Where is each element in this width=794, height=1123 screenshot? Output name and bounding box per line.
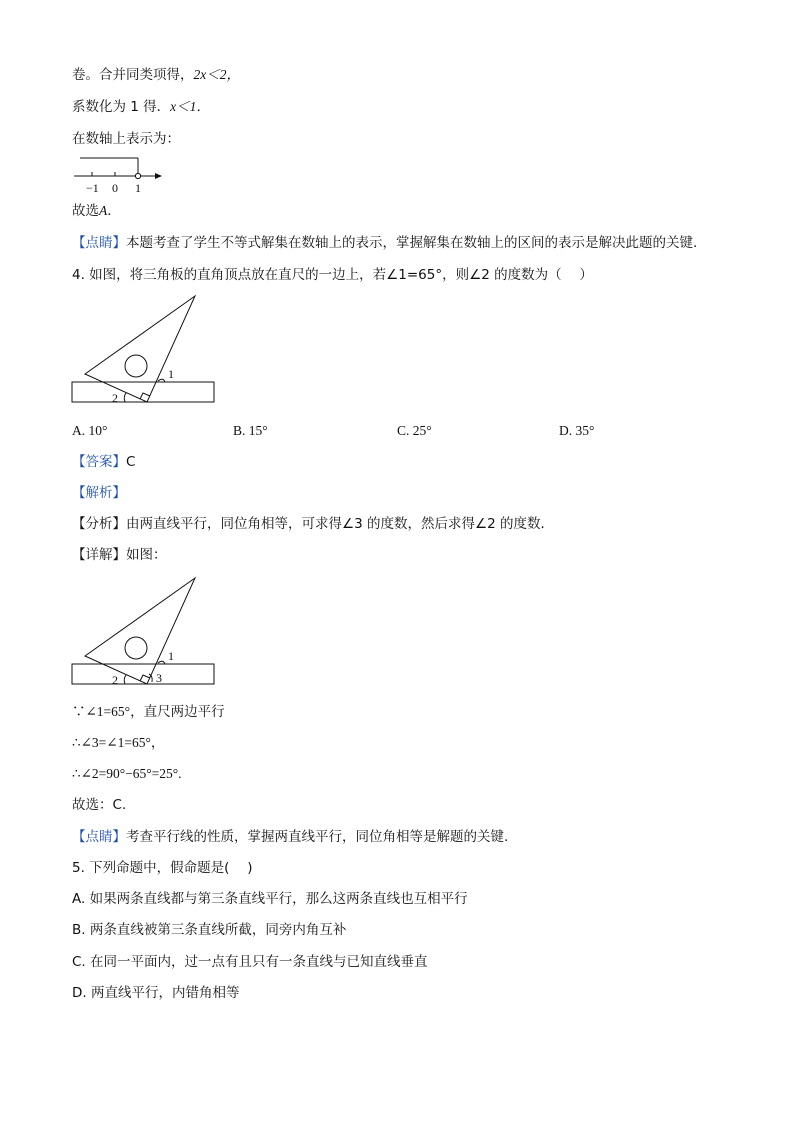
prev-choice-letter: A	[99, 203, 108, 218]
number-line-figure	[70, 152, 170, 196]
q4-fenxi-text: 由两直线平行，同位角相等，可求得∠3 的度数，然后求得∠2 的度数．	[126, 516, 554, 532]
q5-stem: 5. 下列命题中，假命题是( )	[72, 860, 253, 876]
q4-proof-line-1: ∵∠1=65°，直尺两边平行	[72, 704, 225, 719]
q4-option-c: C. 25°	[397, 423, 432, 438]
prev-comment	[72, 234, 697, 252]
q5-option-d: D. 两直线平行，内错角相等	[72, 985, 240, 1001]
angle-3-label: 3	[156, 671, 162, 685]
tick-label-0: 0	[112, 181, 118, 195]
triangle-hole	[125, 355, 147, 377]
triangle-board	[85, 296, 195, 402]
tick-label-1: 1	[135, 181, 141, 195]
prev-comment-tag: 【点睛】	[72, 235, 126, 251]
prev-comment-text: 本题考查了学生不等式解集在数轴上的表示，掌握解集在数轴上的区间的表示是解决此题的关键.	[126, 235, 698, 251]
q4-detail-text: 如图：	[126, 547, 167, 563]
angle-2-label: 2	[112, 391, 118, 405]
q5-option-c: C. 在同一平面内，过一点有且只有一条直线与已知直线垂直	[72, 954, 428, 970]
angle-2-label: 2	[112, 673, 118, 687]
q4-answer	[72, 453, 135, 471]
q4-analysis-tag	[72, 484, 126, 502]
q4-answer-tag: 【答案】	[72, 454, 126, 470]
ruler	[72, 664, 214, 684]
prev-line-1	[72, 66, 240, 84]
axis-arrow-icon	[155, 173, 162, 179]
q4-analysis-label: 【解析】	[72, 485, 126, 501]
prev-choice-prefix: 故选	[72, 203, 99, 219]
tick-label-neg1: −1	[86, 181, 99, 195]
q4-stem: 4. 如图，将三角板的直角顶点放在直尺的一边上，若∠1=65°，则∠2 的度数为（ ）	[72, 267, 593, 283]
open-point-1	[135, 173, 140, 178]
triangle-board	[85, 578, 195, 684]
prev-line-2-math: x＜1．	[170, 99, 210, 114]
prev-line-1-text: 卷。合并同类项得，	[72, 67, 194, 83]
q4-option-a: A. 10°	[72, 423, 108, 438]
q4-comment	[72, 828, 508, 846]
q4-choice: 故选：C.	[72, 797, 127, 813]
triangle-hole	[125, 637, 147, 659]
prev-line-1-math: 2x＜2，	[193, 67, 240, 82]
q4-detail-tag: 【详解】	[72, 547, 126, 563]
q4-comment-tag: 【点睛】	[72, 829, 126, 845]
q4-proof-line-3: ∴∠2=90°−65°=25°.	[72, 766, 182, 781]
q4-detail-figure	[70, 576, 220, 688]
q4-proof-line-2: ∴∠3=∠1=65°，	[72, 735, 165, 750]
prev-line-3: 在数轴上表示为：	[72, 131, 180, 147]
prev-choice-suffix: ．	[107, 203, 121, 219]
q5-option-b: B. 两条直线被第三条直线所截，同旁内角互补	[72, 922, 347, 938]
q4-option-b: B. 15°	[233, 423, 268, 438]
q4-fenxi-tag: 【分析】	[72, 516, 126, 532]
q4-figure	[70, 294, 220, 406]
angle-1-label: 1	[168, 367, 174, 381]
q5-option-a: A. 如果两条直线都与第三条直线平行，那么这两条直线也互相平行	[72, 891, 468, 907]
prev-line-2	[72, 98, 210, 116]
angle-1-label: 1	[168, 649, 174, 663]
ruler	[72, 382, 214, 402]
q4-fenxi	[72, 515, 554, 533]
prev-line-2-text: 系数化为 1 得．	[72, 99, 171, 115]
q4-answer-value: C	[126, 454, 136, 470]
prev-choice	[72, 202, 121, 220]
angle-2-arc	[124, 393, 126, 402]
q4-comment-text: 考查平行线的性质，掌握两直线平行，同位角相等是解题的关键.	[126, 829, 509, 845]
q4-detail	[72, 546, 167, 564]
q4-option-d: D. 35°	[559, 423, 595, 438]
angle-2-arc	[124, 675, 126, 684]
